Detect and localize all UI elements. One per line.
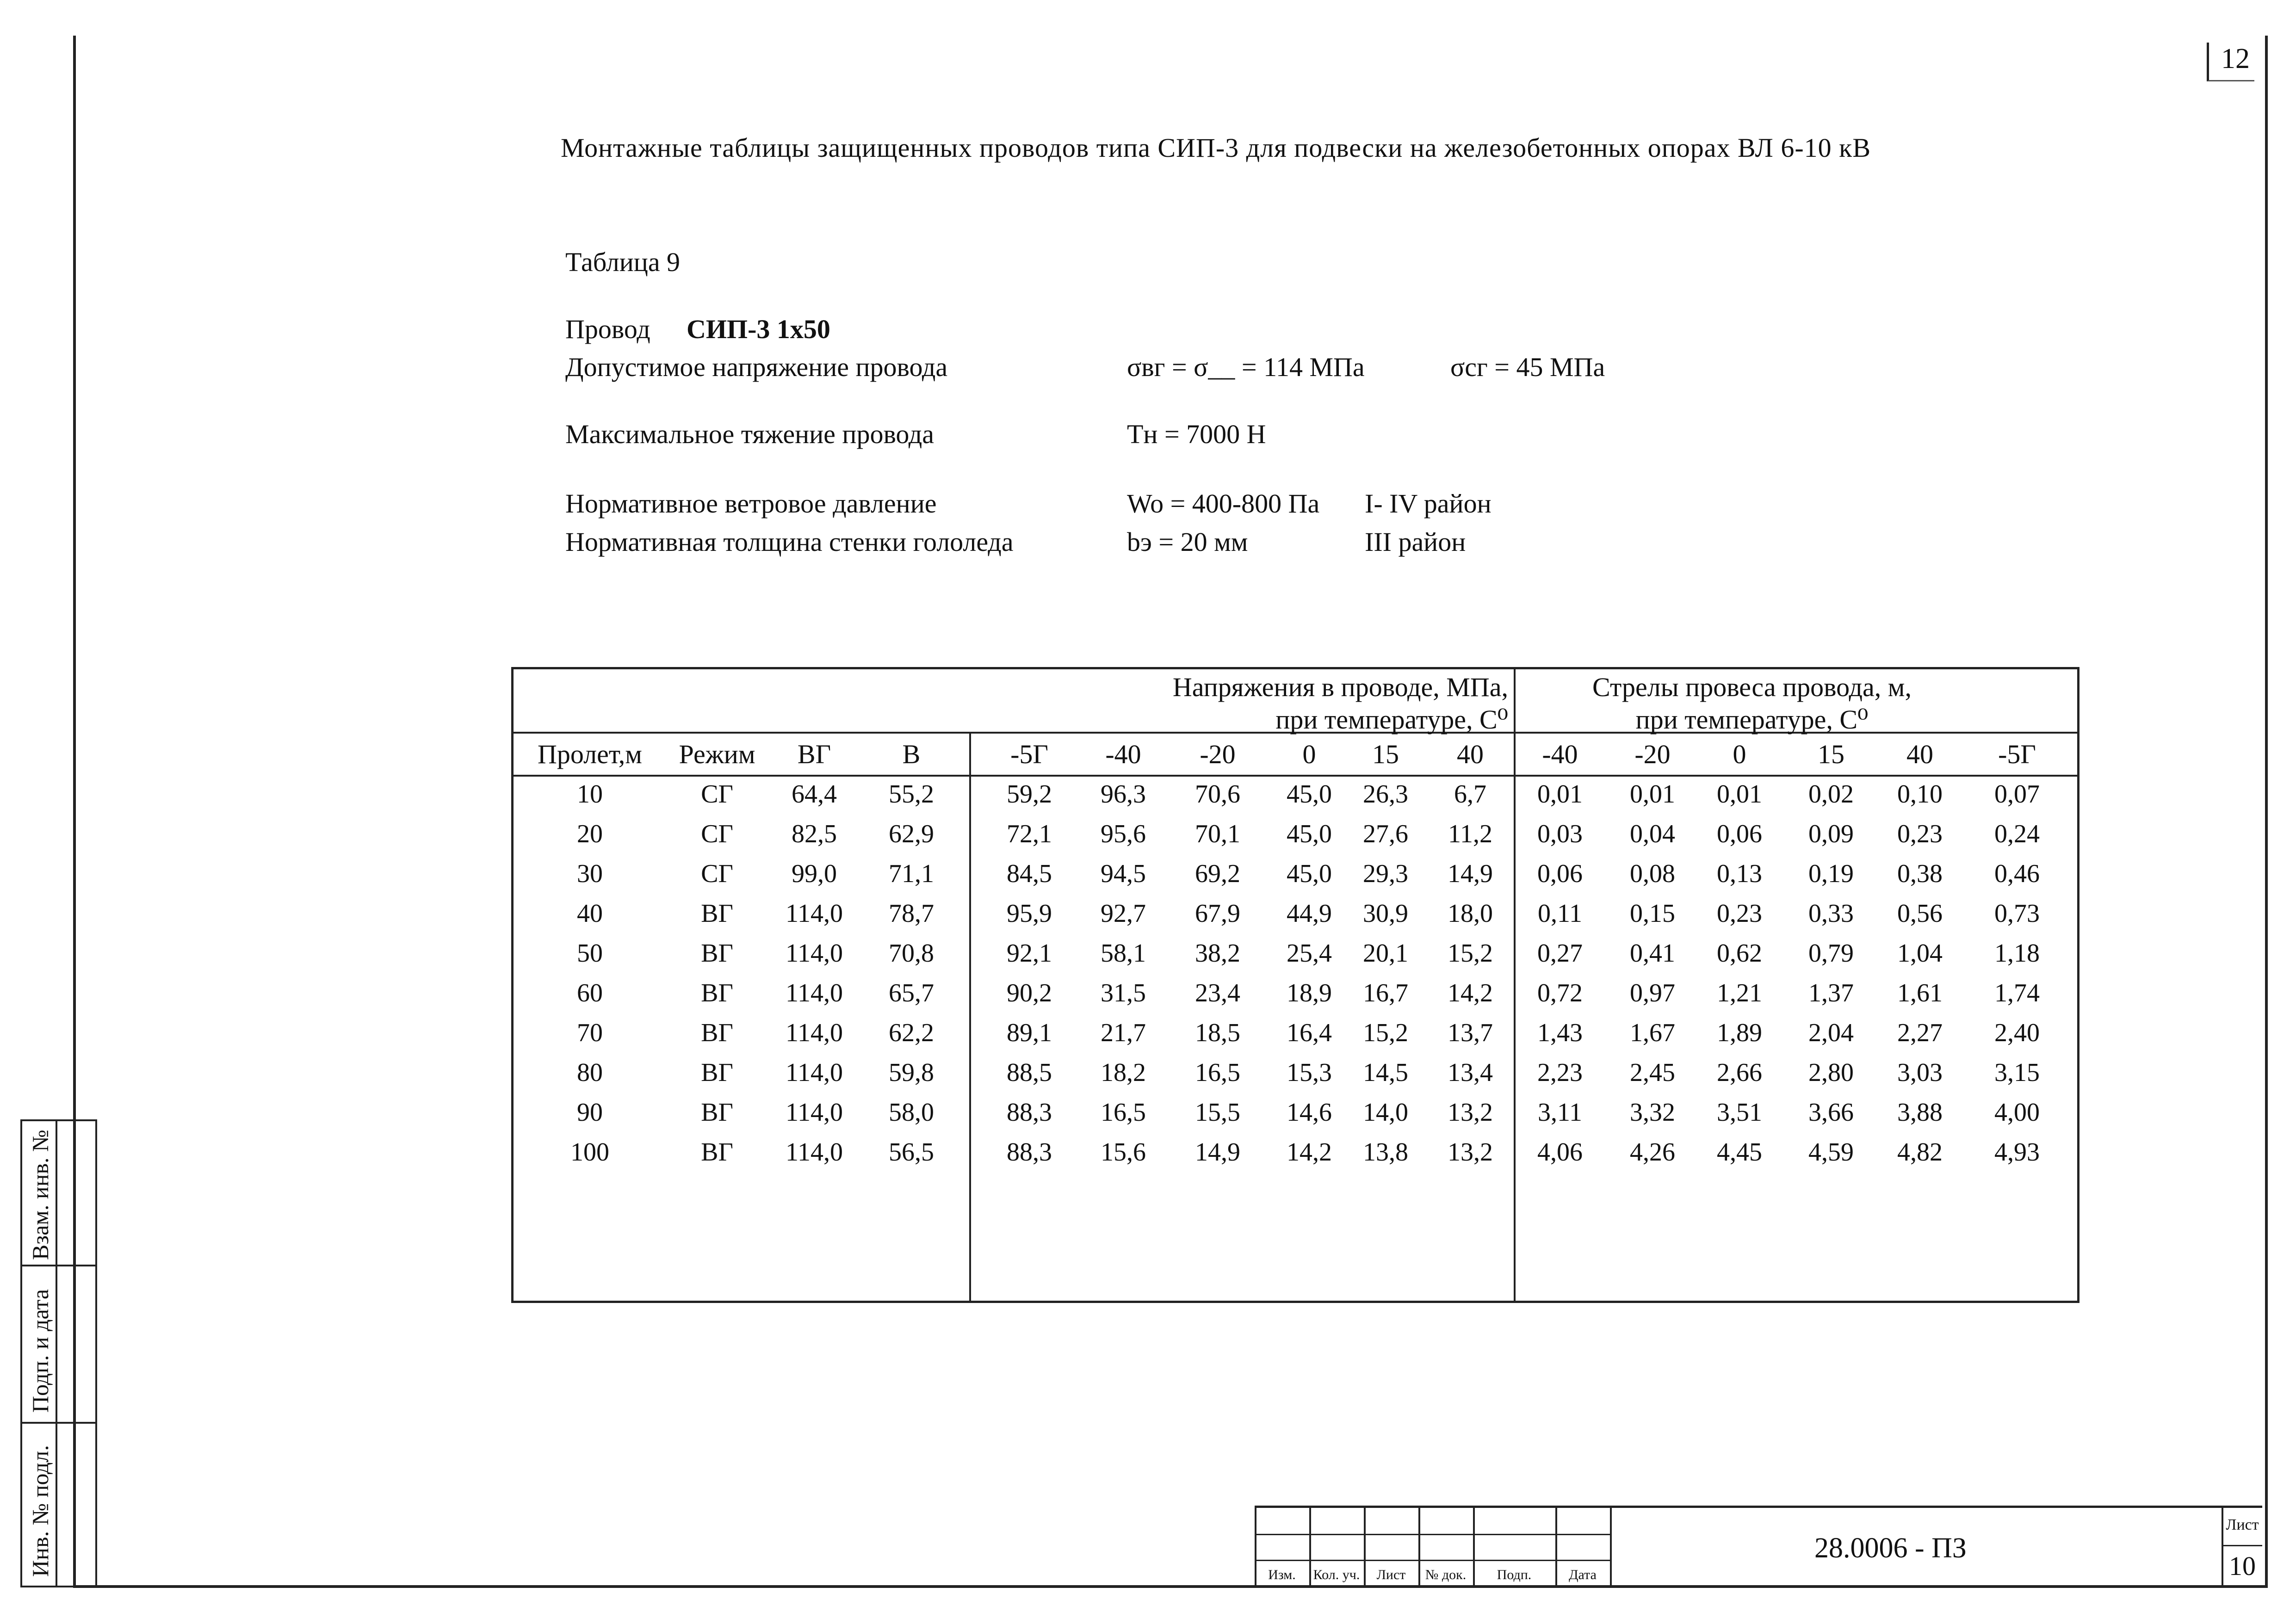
table-cell: ВГ (701, 899, 733, 928)
column-header: 15 (1818, 739, 1844, 769)
table-cell: ВГ (701, 939, 733, 968)
table-cell: 1,67 (1630, 1019, 1675, 1047)
param-label: Допустимое напряжение провода (565, 352, 948, 382)
table-cell: 16,7 (1363, 979, 1408, 1007)
param-label: Максимальное тяжение провода (565, 419, 934, 449)
tb-rule (2222, 1545, 2262, 1546)
table-cell: 4,82 (1897, 1138, 1943, 1167)
table-cell: ВГ (701, 1058, 733, 1087)
column-header: ВГ (797, 739, 831, 769)
tb-rule (1255, 1534, 1610, 1535)
column-header: -20 (1634, 739, 1671, 769)
table-cell: 62,2 (889, 1019, 934, 1047)
stress-header-line1: Напряжения в проводе, МПа, (1172, 672, 1508, 702)
table-cell: 13,8 (1363, 1138, 1408, 1167)
table-cell: 27,6 (1363, 820, 1408, 848)
table-cell: 14,0 (1363, 1098, 1408, 1127)
table-cell: 3,51 (1717, 1098, 1762, 1127)
table-cell: 4,59 (1808, 1138, 1854, 1167)
table-cell: 3,32 (1630, 1098, 1675, 1127)
table-cell: 4,45 (1717, 1138, 1762, 1167)
table-cell: 15,3 (1287, 1058, 1332, 1087)
param-label: Нормативное ветровое давление (565, 488, 937, 519)
column-header: -40 (1105, 739, 1141, 769)
table-cell: 84,5 (1007, 859, 1052, 888)
table-cell: 2,04 (1808, 1019, 1854, 1047)
table-cell: 3,88 (1897, 1098, 1943, 1127)
table-cell: 2,45 (1630, 1058, 1675, 1087)
stamp-rule (56, 1121, 57, 1586)
table-cell: СГ (701, 820, 733, 848)
table-cell: 114,0 (786, 1138, 843, 1167)
table-cell: 100 (570, 1138, 609, 1167)
table-cell: 21,7 (1101, 1019, 1146, 1047)
table-cell: 65,7 (889, 979, 934, 1007)
table-cell: 18,5 (1195, 1019, 1240, 1047)
table-cell: 26,3 (1363, 780, 1408, 809)
table-cell: ВГ (701, 1138, 733, 1167)
table-cell: ВГ (701, 1019, 733, 1047)
table-cell: 95,9 (1007, 899, 1052, 928)
stress-header-line2: при температуре, С⁰ (1275, 704, 1508, 735)
table-cell: 30 (577, 859, 603, 888)
table-cell: 78,7 (889, 899, 934, 928)
column-header: В (902, 739, 921, 769)
table-cell: 44,9 (1287, 899, 1332, 928)
column-header: 0 (1733, 739, 1746, 769)
table-cell: 58,0 (889, 1098, 934, 1127)
corner-sheet-number: 12 (2207, 43, 2254, 81)
table-cell: 4,93 (1994, 1138, 2040, 1167)
table-cell: 0,06 (1537, 859, 1583, 888)
table-cell: 3,15 (1994, 1058, 2040, 1087)
table-cell: 13,2 (1448, 1138, 1493, 1167)
table-cell: 0,13 (1717, 859, 1762, 888)
table-cell: 20 (577, 820, 603, 848)
table-cell: 14,5 (1363, 1058, 1408, 1087)
column-header: -5Г (1998, 739, 2036, 769)
document-code: 28.0006 - ПЗ (1814, 1532, 1967, 1564)
table-cell: 90,2 (1007, 979, 1052, 1007)
sag-group-header (1514, 671, 1990, 736)
table-cell: 88,3 (1007, 1138, 1052, 1167)
table-cell: 38,2 (1195, 939, 1240, 968)
tb-rule (1610, 1508, 1612, 1587)
sag-header-line2: при температуре, С⁰ (1635, 704, 1869, 735)
table-cell: 13,4 (1448, 1058, 1493, 1087)
table-cell: 2,80 (1808, 1058, 1854, 1087)
table-cell: 13,2 (1448, 1098, 1493, 1127)
table-cell: 0,23 (1717, 899, 1762, 928)
table-cell: 29,3 (1363, 859, 1408, 888)
param-value: I- IV район (1365, 488, 1491, 519)
column-header: Пролет,м (538, 739, 642, 769)
table-cell: 58,1 (1101, 939, 1146, 968)
table-cell: 62,9 (889, 820, 934, 848)
table-cell: 14,2 (1287, 1138, 1332, 1167)
table-cell: 0,10 (1897, 780, 1943, 809)
table-cell: 15,6 (1101, 1138, 1146, 1167)
param-value: III район (1365, 527, 1466, 557)
table-cell: 0,01 (1630, 780, 1675, 809)
table-cell: ВГ (701, 979, 733, 1007)
sag-header-line1: Стрелы провеса провода, м, (1592, 672, 1912, 702)
param-value: bэ = 20 мм (1127, 527, 1248, 557)
tb-header: Кол. уч. (1313, 1567, 1360, 1582)
table-cell: 0,03 (1537, 820, 1583, 848)
table-cell: 94,5 (1101, 859, 1146, 888)
table-cell: 0,11 (1538, 899, 1582, 928)
table-cell: 114,0 (786, 939, 843, 968)
table-cell: 88,3 (1007, 1098, 1052, 1127)
table-cell: 1,21 (1717, 979, 1762, 1007)
table-cell: 14,2 (1448, 979, 1493, 1007)
table-cell: 59,2 (1007, 780, 1052, 809)
param-value: σвг = σ__ = 114 МПа (1127, 352, 1365, 382)
sheet-number: 10 (2229, 1551, 2256, 1581)
table-cell: 0,62 (1717, 939, 1762, 968)
table-cell: 0,07 (1994, 780, 2040, 809)
column-header: 15 (1372, 739, 1399, 769)
table-cell: 50 (577, 939, 603, 968)
tb-header: Лист (1376, 1567, 1406, 1582)
table-cell: 20,1 (1363, 939, 1408, 968)
table-cell: 55,2 (889, 780, 934, 809)
table-cell: 6,7 (1454, 780, 1486, 809)
table-cell: 18,9 (1287, 979, 1332, 1007)
table-cell: 0,73 (1994, 899, 2040, 928)
table-cell: 70 (577, 1019, 603, 1047)
table-cell: 70,1 (1195, 820, 1240, 848)
table-cell: 2,23 (1537, 1058, 1583, 1087)
table-cell: 2,40 (1994, 1019, 2040, 1047)
table-cell: 59,8 (889, 1058, 934, 1087)
tb-header: Дата (1569, 1567, 1597, 1582)
table-cell: 70,8 (889, 939, 934, 968)
table-cell: 80 (577, 1058, 603, 1087)
table-cell: 0,01 (1717, 780, 1762, 809)
table-cell: 16,4 (1287, 1019, 1332, 1047)
wire-label: Провод (565, 314, 650, 344)
table-cell: 96,3 (1101, 780, 1146, 809)
table-cell: 0,04 (1630, 820, 1675, 848)
table-cell: 114,0 (786, 1019, 843, 1047)
column-header: 40 (1457, 739, 1484, 769)
table-cell: 0,23 (1897, 820, 1943, 848)
table-cell: 16,5 (1101, 1098, 1146, 1127)
mounting-table (511, 667, 2079, 1303)
stress-group-header (1173, 671, 1508, 736)
table-cell: 15,2 (1448, 939, 1493, 968)
table-cell: 1,04 (1897, 939, 1943, 968)
table-cell: 31,5 (1101, 979, 1146, 1007)
table-cell: 114,0 (786, 1098, 843, 1127)
table-cell: 0,33 (1808, 899, 1854, 928)
title-block (1255, 1506, 2262, 1587)
table-cell: 3,66 (1808, 1098, 1854, 1127)
table-cell: 0,01 (1537, 780, 1583, 809)
table-cell: 0,38 (1897, 859, 1943, 888)
table-cell: 13,7 (1448, 1019, 1493, 1047)
table-cell: 40 (577, 899, 603, 928)
column-header: -5Г (1010, 739, 1048, 769)
table-cell: 1,74 (1994, 979, 2040, 1007)
table-cell: 0,79 (1808, 939, 1854, 968)
table-cell: 18,2 (1101, 1058, 1146, 1087)
table-cell: 69,2 (1195, 859, 1240, 888)
table-cell: 4,00 (1994, 1098, 2040, 1127)
tb-header: № док. (1425, 1567, 1467, 1582)
tb-rule (1255, 1560, 1610, 1561)
stamp-vzam-inv: Взам. инв. № (27, 1130, 53, 1260)
table-cell: 4,26 (1630, 1138, 1675, 1167)
table-cell: 114,0 (786, 1058, 843, 1087)
table-cell: 45,0 (1287, 820, 1332, 848)
table-cell: 114,0 (786, 979, 843, 1007)
table-cell: 0,97 (1630, 979, 1675, 1007)
table-cell: 64,4 (792, 780, 837, 809)
stamp-podp-data: Подп. и дата (27, 1289, 53, 1413)
table-rule (514, 775, 2077, 777)
table-cell: 11,2 (1448, 820, 1492, 848)
table-cell: 99,0 (792, 859, 837, 888)
param-value: Тн = 7000 Н (1127, 419, 1266, 449)
table-cell: 15,2 (1363, 1019, 1408, 1047)
table-cell: 25,4 (1287, 939, 1332, 968)
tb-header: Изм. (1268, 1567, 1296, 1582)
table-cell: 0,24 (1994, 820, 2040, 848)
column-header: 40 (1906, 739, 1933, 769)
page-title: Монтажные таблицы защищенных проводов типа СИП-3 для подвески на железобетонных опорах ВЛ 6-10 кВ (561, 133, 1871, 163)
column-header: -40 (1542, 739, 1578, 769)
table-cell: 0,06 (1717, 820, 1762, 848)
table-cell: 70,6 (1195, 780, 1240, 809)
table-cell: 1,18 (1994, 939, 2040, 968)
table-cell: СГ (701, 859, 733, 888)
table-rule (1514, 669, 1516, 1301)
table-cell: ВГ (701, 1098, 733, 1127)
table-cell: 0,41 (1630, 939, 1675, 968)
table-cell: 2,66 (1717, 1058, 1762, 1087)
table-cell: 0,15 (1630, 899, 1675, 928)
table-cell: 56,5 (889, 1138, 934, 1167)
stamp-inv-podl: Инв. № подл. (27, 1445, 53, 1577)
table-cell: 60 (577, 979, 603, 1007)
table-cell: 1,43 (1537, 1019, 1583, 1047)
table-cell: 0,56 (1897, 899, 1943, 928)
table-cell: СГ (701, 780, 733, 809)
stamp-rule (22, 1265, 95, 1266)
table-cell: 14,9 (1448, 859, 1493, 888)
table-cell: 67,9 (1195, 899, 1240, 928)
table-cell: 3,03 (1897, 1058, 1943, 1087)
table-cell: 18,0 (1448, 899, 1493, 928)
table-cell: 0,02 (1808, 780, 1854, 809)
table-cell: 0,19 (1808, 859, 1854, 888)
table-cell: 30,9 (1363, 899, 1408, 928)
table-cell: 72,1 (1007, 820, 1052, 848)
table-cell: 23,4 (1195, 979, 1240, 1007)
table-cell: 2,27 (1897, 1019, 1943, 1047)
table-cell: 45,0 (1287, 859, 1332, 888)
table-cell: 45,0 (1287, 780, 1332, 809)
table-cell: 92,7 (1101, 899, 1146, 928)
column-header: Режим (679, 739, 755, 769)
stamp-rule (22, 1422, 95, 1424)
table-cell: 1,89 (1717, 1019, 1762, 1047)
table-cell: 0,46 (1994, 859, 2040, 888)
sheet-label: Лист (2226, 1516, 2259, 1533)
table-label: Таблица 9 (565, 247, 681, 277)
table-cell: 10 (577, 780, 603, 809)
column-header: 0 (1302, 739, 1316, 769)
table-cell: 89,1 (1007, 1019, 1052, 1047)
table-cell: 0,09 (1808, 820, 1854, 848)
table-cell: 16,5 (1195, 1058, 1240, 1087)
param-label: Нормативная толщина стенки гололеда (565, 527, 1014, 557)
table-cell: 114,0 (786, 899, 843, 928)
param-value: Wo = 400-800 Па (1127, 488, 1320, 519)
table-cell: 14,6 (1287, 1098, 1332, 1127)
table-rule (969, 732, 971, 1301)
table-cell: 1,37 (1808, 979, 1854, 1007)
wire-value: СИП-3 1х50 (687, 314, 830, 344)
table-cell: 0,27 (1537, 939, 1583, 968)
table-cell: 90 (577, 1098, 603, 1127)
table-cell: 71,1 (889, 859, 934, 888)
table-cell: 88,5 (1007, 1058, 1052, 1087)
table-cell: 95,6 (1101, 820, 1146, 848)
table-cell: 92,1 (1007, 939, 1052, 968)
param-value: σсг = 45 МПа (1450, 352, 1605, 382)
side-stamp (20, 1119, 97, 1587)
table-cell: 0,72 (1537, 979, 1583, 1007)
table-cell: 1,61 (1897, 979, 1943, 1007)
table-cell: 0,08 (1630, 859, 1675, 888)
tb-header: Подп. (1497, 1567, 1532, 1582)
table-cell: 15,5 (1195, 1098, 1240, 1127)
table-cell: 3,11 (1538, 1098, 1582, 1127)
column-header: -20 (1200, 739, 1236, 769)
table-cell: 4,06 (1537, 1138, 1583, 1167)
table-cell: 14,9 (1195, 1138, 1240, 1167)
table-cell: 82,5 (792, 820, 837, 848)
